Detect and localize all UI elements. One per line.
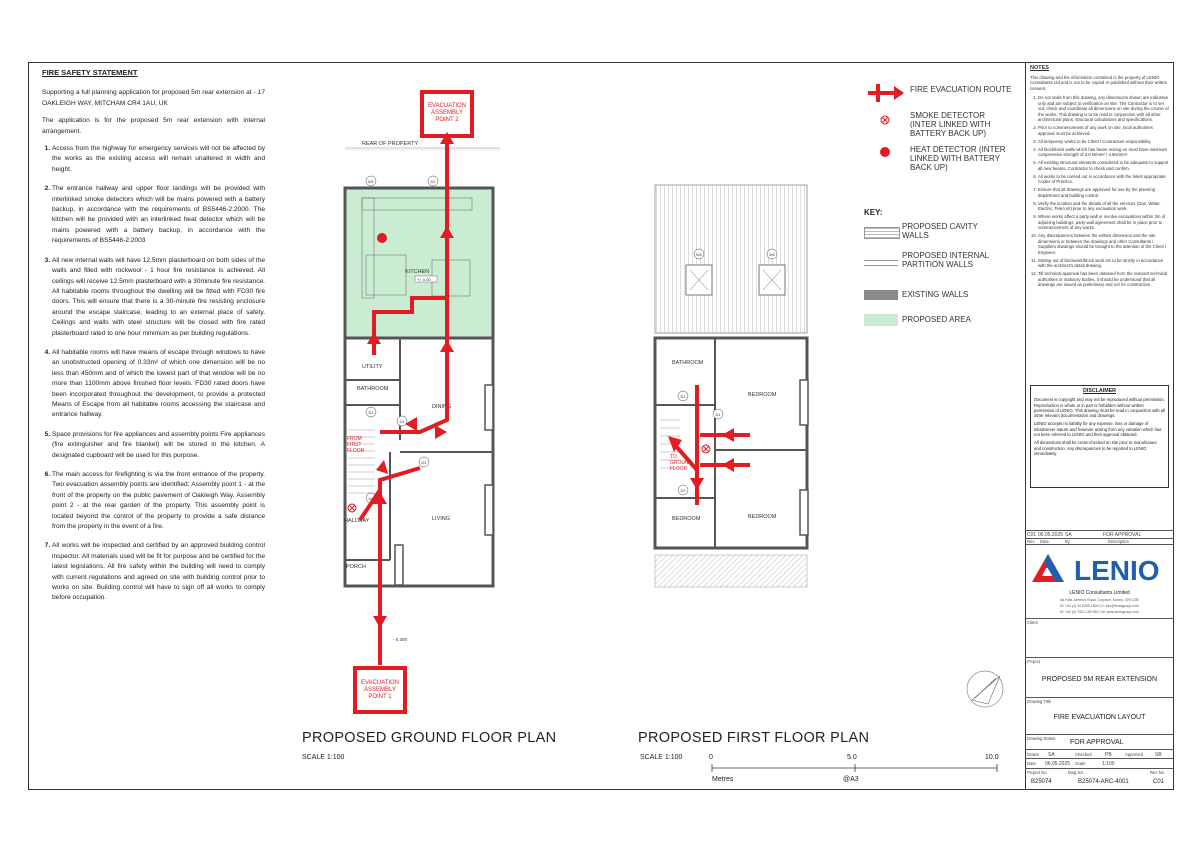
bathroom-label: BATHROOM <box>357 386 389 392</box>
ground-floor-plan <box>344 92 500 712</box>
notes-list <box>1026 95 1174 288</box>
checked-value: PB <box>1105 752 1112 758</box>
revision-header-rev: Rev <box>1027 539 1035 544</box>
kitchen-level: +/- 0.00 <box>417 277 431 282</box>
rev-no: C01 <box>1153 779 1165 785</box>
revision-rev: C01 <box>1027 532 1037 538</box>
company-phone: M: +44 (0) 20 8265 1800 | E: info@leniogroup.com <box>1060 604 1139 608</box>
door-tag-text: D1 <box>421 460 427 465</box>
existing-wall-swatch <box>864 290 898 300</box>
heat-detector-icon <box>377 233 387 243</box>
rev-no-label: Rev No <box>1150 770 1164 775</box>
fire-safety-item: 6. The main access for firefighting is via the front entrance of the property. Two evacuation assembly points are identified; Assembly point 1 - at the front of the property on the public pavement of Oakleigh Way. Assembly point 2 - at the rear garden of the property. This assembly point is located beyond the control of the property to provide a safe distance from the property in the event of a fire. <box>52 470 265 532</box>
note-item: 8. Verify the location and the details of all the services (Gas, Water, Electric, Telecom) prior to any excavation work. <box>1038 201 1170 212</box>
revision-header-by: By <box>1065 539 1070 544</box>
notes-intro: This drawing and the information contained is the property of LENIO Consultants Ltd and is not to be copied or published without their written consent. <box>1030 74 1168 91</box>
legend-route: FIRE EVACUATION ROUTE <box>910 85 1012 94</box>
company-address: 6a Falls James's Road, Croydon, Surrey, CR0 2JB <box>1060 598 1139 602</box>
drawn-label: Drawn <box>1027 752 1040 757</box>
company-web: M: +44 (0) 7521 150 962 | W: www.leniogroup.com <box>1060 610 1139 614</box>
note-item: 12. Till technical approval has been obtained from the relevant technical authorities or statutory bodies, it should be understood that all drawings are issued as preliminary and not for construction. <box>1038 271 1170 288</box>
fire-safety-title: FIRE SAFETY STATEMENT <box>42 68 138 77</box>
window-tag-text: W2 <box>769 252 775 257</box>
cavity-wall-swatch <box>864 227 900 239</box>
disclaimer-text: Document is copyright and may not be reproduced without permission. Reproduction in whole or in part is forbidden without written permission of LENIO. This drawing must be read in conjunction with all other relevant documentation and drawings. <box>1034 397 1165 419</box>
note-item: 7. Ensure that all drawings are approved for use by the planning department and building control. <box>1038 187 1170 198</box>
disclaimer-box <box>1030 385 1169 488</box>
legend-existing: EXISTING WALLS <box>902 290 969 299</box>
revision-desc: FOR APPROVAL <box>1103 532 1142 538</box>
note-item: 6. All works to be carried out in accordance with the latest appropriate Codes of Practice. <box>1038 174 1170 185</box>
from-first-floor-label: FROM FIRST FLOOR <box>347 436 365 454</box>
roof-area <box>655 185 807 333</box>
legend-symbols <box>868 84 904 157</box>
logo-text: LENIO <box>1074 555 1160 586</box>
fire-safety-item: 3. All new internal walls will have 12.5mm plasterboard on both sides of the walls and filled with rockwool - 1 hour fire resistance is achieved. All ceilings will receive 12.5mm plasterboard with a 30minute fire resistance. All habitable rooms throughout the dwelling will be fitted with FD30 fire doors. This will ensure that there is a 30-minute fire resisting enclosure around the escape staircase, leading to an external place of safety. Ceilings and walls with steel structure will be closed with fire rated plasterboard rated to one hour minimum as per building regulations. <box>52 256 265 339</box>
kitchen-label: KITCHEN <box>405 269 430 275</box>
client-label: Client <box>1027 620 1038 625</box>
door-tag-text: D2 <box>430 179 436 184</box>
note-item: 10. Any discrepancies between the written dimension and the site dimensions or between the drawings and other Consultants / Suppliers drawings should be brought to the attention of the Client / Engineer. <box>1038 233 1170 255</box>
fire-safety-item: 1. Access from the highway for emergency services will not be affected by the works as the existing access will remain unaltered in width and height. <box>52 144 265 175</box>
legend-heat: HEAT DETECTOR (INTER LINKED WITH BATTERY BACK UP) <box>910 145 1006 172</box>
smoke-detector-icon <box>702 445 710 453</box>
disclaimer-text: All dimensions shall be cross-checked on site prior to manufacture and construction. Any discrepancies to be reported to LENIO immediately. <box>1034 440 1157 456</box>
project-title: PROPOSED 5M REAR EXTENSION <box>1041 676 1158 683</box>
door-tag-text: D1 <box>680 488 686 493</box>
drawing-title-label: Drawing Title <box>1027 699 1052 704</box>
sheet-size: @A3 <box>843 776 859 783</box>
window-tag-text: W1 <box>368 179 374 184</box>
front-level: - 0.300 <box>393 637 408 642</box>
bedroom-label: BEDROOM <box>748 392 777 398</box>
fire-safety-item: 2. The entrance hallway and upper floor landings will be provided with interlinked smoke detectors which will be mains powered with a battery backup, in accordance with the requirements of BS5446-2:2000. The kitchen will be provided with an interlinked heat detector which will be mains powered with a battery backup, in accordance with the requirements of BS5446-2:2003 <box>52 184 265 246</box>
fire-safety-intro: Supporting a full planning application for proposed 5m rear extension at - 17 OAKLEIGH WAY, MITCHAM CR4 1AU, UK <box>42 89 265 107</box>
date-label: Date <box>1027 761 1036 766</box>
door-tag-text: D1 <box>368 496 374 501</box>
scale-tick-0: 0 <box>709 754 713 761</box>
dining-label: DINING <box>432 404 452 410</box>
date-value: 06.05.2025 <box>1045 761 1071 767</box>
project-no-label: Project No <box>1027 770 1047 775</box>
scale-tick-10: 10.0 <box>985 754 999 761</box>
drawn-value: SA <box>1048 752 1055 758</box>
revision-by: SA <box>1065 532 1072 538</box>
drawing-status-label: Drawing Status <box>1027 736 1056 741</box>
internal-wall-swatch <box>864 260 898 266</box>
revision-header-desc: Description <box>1108 539 1129 544</box>
note-item: 5. All existing structural elements considered to be adequate to support all new beams. Contractor to check and confirm. <box>1038 160 1170 171</box>
north-arrow-icon <box>967 671 1003 707</box>
ground-floor-title: PROPOSED GROUND FLOOR PLAN <box>302 730 557 746</box>
first-floor-title: PROPOSED FIRST FLOOR PLAN <box>638 730 870 746</box>
first-floor-scale: SCALE 1:100 <box>640 754 683 761</box>
legend-cavity: PROPOSED CAVITY WALLS <box>902 222 978 240</box>
note-item: 2. Prior to commencement of any work on site, local authorities approval must be achieved. <box>1038 125 1170 136</box>
bedroom-label: BEDROOM <box>672 516 701 522</box>
door-tag-text: D1 <box>680 394 686 399</box>
project-no: B25074 <box>1031 779 1052 785</box>
to-ground-floor-label: TO GROUND FLOOR <box>670 454 693 472</box>
drawing-status: FOR APPROVAL <box>1070 739 1124 746</box>
legend-internal: PROPOSED INTERNAL PARTITION WALLS <box>902 251 989 269</box>
checked-label: Checked <box>1075 752 1092 757</box>
approved-label: Approved <box>1125 752 1143 757</box>
revision-date: 06.05.2025 <box>1038 532 1064 538</box>
ground-floor-scale: SCALE 1:100 <box>302 754 345 761</box>
first-floor-arrowheads <box>668 428 734 490</box>
note-item: 3. All temporary works to be Client / Contractors responsibility. <box>1038 139 1170 145</box>
door-tag-text: D1 <box>368 410 374 415</box>
first-bathroom-label: BATHROOM <box>672 360 704 366</box>
fire-safety-item: 7. All works will be inspected and certified by an approved building control inspector. All materials used will be fit for purpose and be certified for the latest legislations. All fire safety within the building will need to comply with current regulations and agreed on site with building control prior to works on site. Building control will have to sign off all works to comply before occupation. <box>52 541 265 603</box>
note-item: 4. All block/brick walls which has beam resting on must have minimum compressive strength of 3.6 N/mm² / 4.6N/mm². <box>1038 147 1170 158</box>
porch-label: PORCH <box>346 564 366 570</box>
scale-value: 1:100 <box>1102 761 1115 767</box>
legend-area: PROPOSED AREA <box>902 315 971 324</box>
door-tag-text: D1 <box>715 412 721 417</box>
scale-tick-5: 5.0 <box>847 754 857 761</box>
door-tag-text: D1 <box>399 419 405 424</box>
approved-value: SB <box>1155 752 1162 758</box>
revision-header-date: Date <box>1040 539 1049 544</box>
disclaimer-title: DISCLAIMER <box>1083 388 1116 394</box>
drawing-no: B25074-ARC-4001 <box>1078 779 1129 785</box>
living-label: LIVING <box>432 516 451 522</box>
company-name: LENIO Consultants Limited <box>1069 590 1130 596</box>
hallway-label: HALLWAY <box>344 518 370 524</box>
notes-title: NOTES <box>1030 65 1049 71</box>
proposed-area <box>345 188 493 338</box>
drawing-no-label: Dwg No <box>1068 770 1083 775</box>
legend-smoke: SMOKE DETECTOR (INTER LINKED WITH BATTERY BACK UP) <box>910 111 991 138</box>
fire-safety-item: 4. All habitable rooms will have means of escape through windows to have an unobstructed opening of 0.33m² of which one dimension will be no less than 450mm and of which the lowest part of that window will be no more than 1100mm above finished floor levels. FD30 rated doors have been incorporated throughout the development, to provide a protected Means of Escape from all habitable rooms accessing the staircase and entrance hallway. <box>52 348 265 421</box>
fire-safety-item: 5. Space provisions for fire appliances and assembly points Fire appliances (fire extinguisher and fire blanket) will be stored in the kitchen. A designated cupboard will be used for this purpose. <box>52 430 265 461</box>
assembly-point-1-label: EVACUATION ASSEMBLY POINT 1 <box>360 680 400 700</box>
scale-bar <box>712 764 997 772</box>
note-item: 11. Setting out of brickwork/block work etc to be strictly in accordance with the architect's detail drawing. <box>1038 258 1170 269</box>
key-title: KEY: <box>864 208 883 217</box>
bedroom-label: BEDROOM <box>748 514 777 520</box>
note-item: 9. Where works affect a party wall or involve excavations within 3m of adjoining buildings, party wall agreement shall be in place prior to commencement of any works. <box>1038 214 1170 231</box>
proposed-area-swatch <box>864 314 898 326</box>
rear-of-property-label: REAR OF PROPERTY <box>362 141 419 147</box>
fire-safety-intro-2: The application is for the proposed 5m rear extension with internal arrangement. <box>42 117 265 135</box>
smoke-detector-icon <box>348 504 356 512</box>
project-label: Project <box>1027 659 1041 664</box>
window-tag-text: W2 <box>696 252 702 257</box>
note-item: 1. Do not scale from this drawing, any dimensions shown are indicative only and are subject to verification on site. The Contractor is to set out, check and coordinate all dimensions on site during the course of the works. This drawing is to be read in conjunction with all other architectural plans, structural calculations and specifications. <box>1038 95 1170 123</box>
first-floor-plan <box>655 185 808 587</box>
scale-unit: Metres <box>712 776 734 783</box>
assembly-point-2-label: EVACUATION ASSEMBLY POINT 2 <box>427 103 467 123</box>
lenio-logo <box>1030 550 1170 586</box>
utility-label: UTILITY <box>362 364 383 370</box>
drawing-title: FIRE EVACUATION LAYOUT <box>1053 714 1146 721</box>
scale-label: Scale <box>1075 761 1086 766</box>
disclaimer-text: LENIO accepts no liability for any expense, loss or damage of whatsoever nature and however arising from any variation which has not been referred to LENIO and their approval obtained. <box>1034 421 1162 438</box>
